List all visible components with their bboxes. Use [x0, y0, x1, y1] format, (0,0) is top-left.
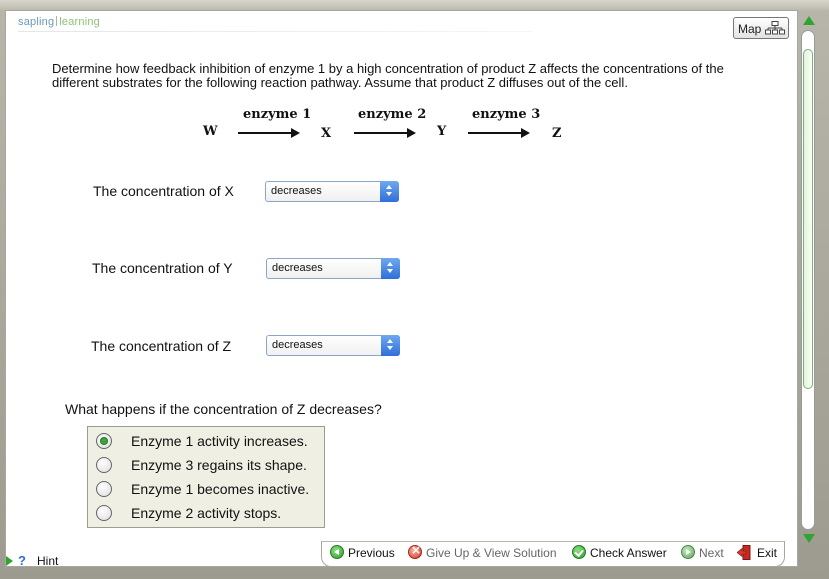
scroll-track[interactable] — [801, 30, 815, 530]
option-2[interactable] — [96, 457, 321, 477]
row-label-z: The concentration of Z — [91, 338, 232, 354]
answer-options-box — [87, 426, 325, 528]
sapling-learning-logo — [18, 16, 100, 28]
previous-label: Previous — [348, 546, 395, 560]
check-answer-label: Check Answer — [590, 546, 667, 560]
top-strip — [0, 0, 829, 10]
radio-button-selected[interactable] — [96, 433, 112, 449]
hint-label: Hint — [37, 554, 59, 568]
map-button-label: Map — [738, 22, 762, 36]
exit-label: Exit — [757, 546, 778, 560]
option-4[interactable] — [96, 505, 321, 525]
row-label-x: The concentration of X — [93, 183, 234, 199]
concentration-y-select[interactable] — [266, 258, 400, 279]
logo-divider — [56, 16, 57, 26]
reaction-arrow-2 — [354, 128, 416, 138]
option-label: Enzyme 1 activity increases. — [131, 433, 308, 449]
sitemap-icon — [765, 21, 785, 35]
vertical-scrollbar[interactable] — [798, 14, 822, 552]
question-text: Determine how feedback inhibition of enzyme 1 by a high concentration of product Z affects the concentrations of the different substrates for the following reaction pathway. Assume that product Z diffuses out of the cell. — [52, 61, 724, 90]
row-label-y: The concentration of Y — [92, 260, 233, 276]
enzyme-3-label: enzyme 3 — [472, 107, 541, 122]
give-up-label: Give Up & View Solution — [426, 546, 557, 560]
species-x: X — [321, 126, 332, 141]
option-label: Enzyme 1 becomes inactive. — [131, 481, 310, 497]
previous-arrow-icon — [330, 545, 344, 559]
scroll-down-arrow-icon[interactable] — [803, 534, 815, 543]
select-arrows-icon — [381, 258, 400, 279]
species-z: Z — [552, 126, 562, 141]
give-up-x-icon — [408, 545, 422, 559]
reaction-arrow-3 — [468, 128, 530, 138]
logo-text-learning: learning — [59, 16, 101, 28]
checkmark-icon — [572, 545, 586, 559]
option-3[interactable] — [96, 481, 321, 501]
next-arrow-icon — [681, 545, 695, 559]
scroll-up-arrow-icon[interactable] — [803, 16, 815, 25]
scroll-thumb[interactable] — [803, 49, 813, 389]
reaction-arrow-1 — [238, 128, 300, 138]
radio-button[interactable] — [96, 505, 112, 521]
radio-button[interactable] — [96, 457, 112, 473]
logo-underline — [18, 31, 533, 32]
map-button[interactable] — [733, 17, 789, 39]
next-label: Next — [699, 546, 724, 560]
enzyme-2-label: enzyme 2 — [358, 107, 427, 122]
radio-button[interactable] — [96, 481, 112, 497]
species-y: Y — [437, 124, 447, 139]
species-w: W — [203, 124, 218, 139]
question-mark-icon: ? — [18, 553, 26, 568]
concentration-z-select[interactable] — [266, 335, 400, 356]
logo-text-sapling: sapling — [18, 16, 55, 28]
option-label: Enzyme 3 regains its shape. — [131, 457, 307, 473]
option-1[interactable] — [96, 433, 321, 453]
select-arrows-icon — [381, 335, 400, 356]
select-value: decreases — [272, 339, 323, 351]
select-value: decreases — [271, 185, 322, 197]
concentration-x-select[interactable] — [265, 181, 399, 202]
select-arrows-icon — [380, 181, 399, 202]
enzyme-1-label: enzyme 1 — [243, 107, 312, 122]
exit-door-icon — [737, 545, 751, 560]
option-label: Enzyme 2 activity stops. — [131, 505, 282, 521]
expand-triangle-icon — [6, 556, 13, 566]
select-value: decreases — [272, 262, 323, 274]
question-2-text: What happens if the concentration of Z decreases? — [65, 401, 382, 417]
